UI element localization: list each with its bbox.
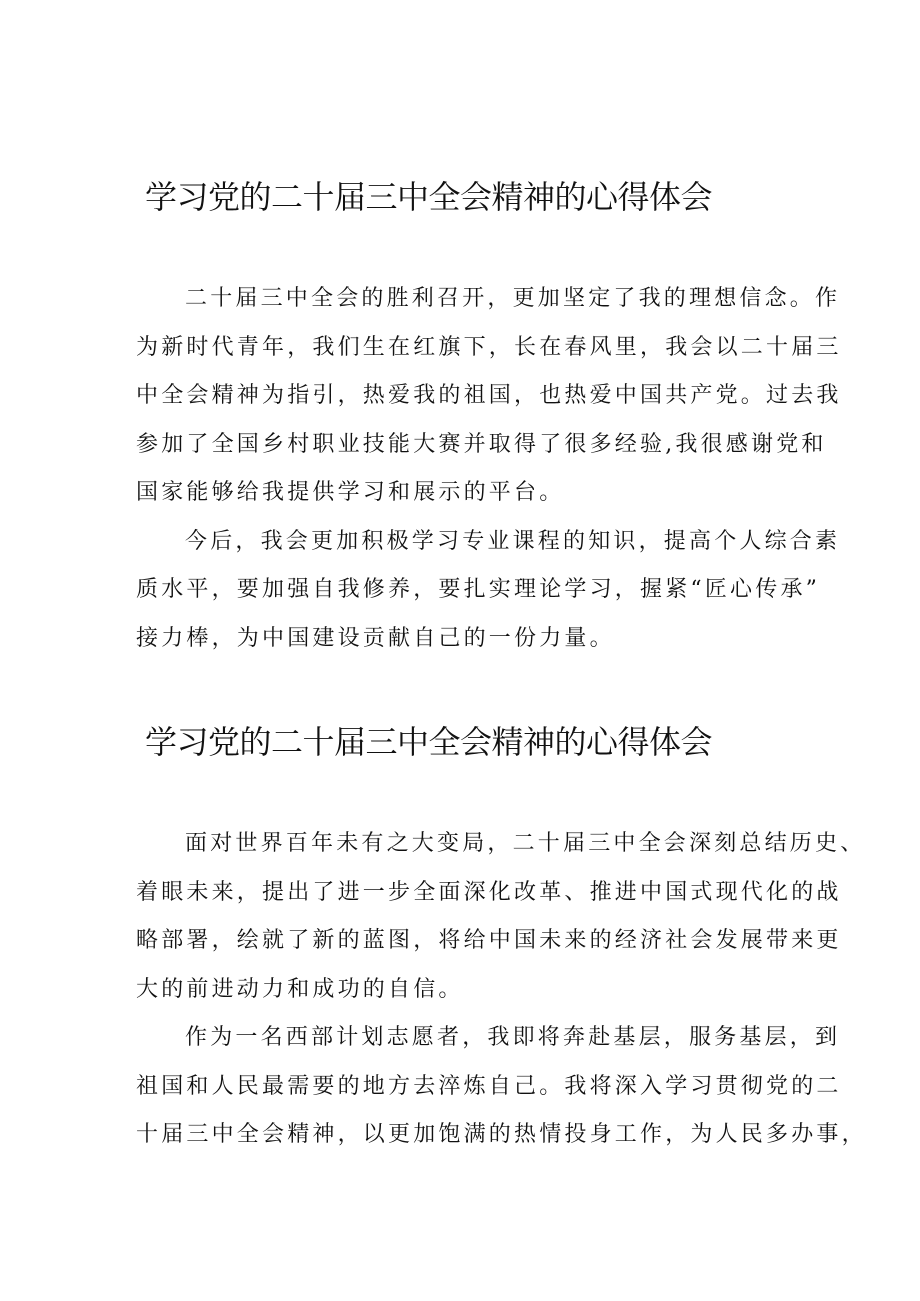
paragraph-2	[0, 1014, 920, 1160]
text-line: 为新时代青年，我们生在红旗下，长在春风里，我会以二十届三	[136, 334, 842, 360]
paragraph-1	[0, 820, 920, 1014]
text-line: 二十届三中全会的胜利召开，更加坚定了我的理想信念。作	[185, 286, 841, 311]
article-title: 学习党的二十届三中全会精神的心得体会	[145, 723, 713, 761]
text-line: 大的前进动力和成功的自信。	[136, 976, 464, 1002]
text-line: 今后，我会更加积极学习专业课程的知识，提高个人综合素	[185, 528, 841, 554]
article-1	[0, 175, 920, 663]
text-line: 国家能够给我提供学习和展示的平台。	[136, 480, 565, 505]
text-line: 着眼未来，提出了进一步全面深化改革、推进中国式现代化的战	[136, 879, 842, 905]
article-body	[0, 820, 920, 1160]
text-line: 面对世界百年未有之大变局，二十届三中全会深刻总结历史、	[185, 831, 866, 856]
article-body	[0, 275, 920, 663]
text-line: 作为一名西部计划志愿者，我即将奔赴基层，服务基层，到	[185, 1025, 841, 1050]
text-line: 祖国和人民最需要的地方去淬炼自己。我将深入学习贯彻党的二	[136, 1073, 842, 1099]
text-line: 略部署，绘就了新的蓝图，将给中国未来的经济社会发展带来更	[136, 928, 842, 953]
text-line: 接力棒，为中国建设贡献自己的一份力量。	[136, 625, 615, 651]
paragraph-2	[0, 518, 920, 664]
text-line: 参加了全国乡村职业技能大赛并取得了很多经验,我很感谢党和	[136, 431, 827, 457]
article-title: 学习党的二十届三中全会精神的心得体会	[145, 178, 713, 216]
text-line: 十届三中全会精神，以更加饱满的热情投身工作，为人民多办事，	[136, 1122, 867, 1147]
article-2	[0, 720, 920, 1160]
paragraph-1	[0, 275, 920, 518]
text-line: 中全会精神为指引，热爱我的祖国，也热爱中国共产党。过去我	[136, 383, 842, 408]
text-line: 质水平，要加强自我修养，要扎实理论学习，握紧“匠心传承”	[136, 577, 821, 602]
